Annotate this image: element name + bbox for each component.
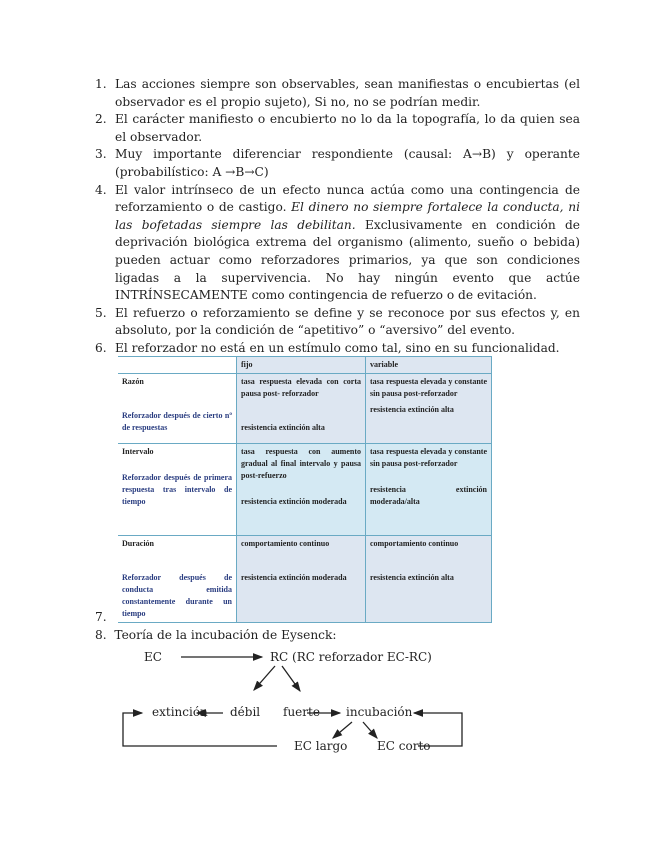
item-text: El refuerzo o reforzamiento se define y se reconoce por sus efectos y, en absoluto, por la condición de “apetitivo” o “aversivo” del evento. xyxy=(115,305,580,338)
item-number: 1. xyxy=(95,77,107,91)
header-cell-fijo: fijo xyxy=(237,357,366,374)
cell-text: resistencia extinción moderada/alta xyxy=(370,485,487,506)
item-number: 7. xyxy=(95,610,107,624)
cell-text: tasa respuesta elevada con corta pausa post- reforzador xyxy=(241,377,361,398)
row-description: Reforzador después de cierto nº de respuestas xyxy=(122,411,232,432)
item-text: Las acciones siempre son observables, sean manifiestas o encubiertas (el observador es el propio sujeto), Si no, no se podrían medir. xyxy=(115,77,580,109)
item-text: El carácter manifiesto o encubierto no lo da la topografía, lo da quien sea el observador. xyxy=(115,112,580,144)
diagram-node-incubacion: incubación xyxy=(346,705,413,719)
cell-text: tasa respuesta elevada y constante sin pausa post-reforzador xyxy=(370,377,487,398)
item-number: 6. xyxy=(95,340,107,355)
item-text: Teoría de la incubación de Eysenck: xyxy=(114,628,337,642)
item-number: 2. xyxy=(95,112,107,127)
diagram-node-ec-corto: EC corto xyxy=(377,739,431,753)
cell-text: resistencia extinción alta xyxy=(370,573,454,582)
row-name: Razón xyxy=(122,377,144,386)
arrow-rc-fuerte xyxy=(282,666,300,691)
diagram-node-ec: EC xyxy=(144,650,162,664)
arrow-incubacion-ec-largo xyxy=(333,722,352,738)
cell-text: tasa respuesta elevada y constante sin pausa post-reforzador xyxy=(370,447,487,468)
item-text: El reforzador no está en un estímulo como tal, sino en su funcionalidad. xyxy=(115,340,560,355)
row-name: Intervalo xyxy=(122,447,154,456)
diagram-node-rc: RC (RC reforzador EC-RC) xyxy=(270,650,432,664)
cell-text: resistencia extinción moderada xyxy=(241,497,347,506)
cell-text: resistencia extinción alta xyxy=(370,405,454,414)
item-number: 8. xyxy=(95,628,107,642)
diagram-node-ec-largo: EC largo xyxy=(294,739,348,753)
cell-text: comportamiento continuo xyxy=(241,539,330,548)
cell-text: resistencia extinción alta xyxy=(241,423,325,432)
cell-text: comportamiento continuo xyxy=(370,539,459,548)
item-number: 4. xyxy=(95,182,107,197)
item-italic-text: El dinero no siempre fortalece la conducta, ni las bofetadas siempre las debilitan. xyxy=(115,200,580,232)
diagram-node-extincion: extinción xyxy=(152,705,208,719)
item-number: 3. xyxy=(95,147,107,162)
item-text: Muy importante diferenciar respondiente (causal: A→B) y operante (probabilístico: A →B→C) xyxy=(115,147,580,179)
cell-text: tasa respuesta con aumento gradual al final intervalo y pausa post-refuerzo xyxy=(241,447,361,480)
cell-text: resistencia extinción moderada xyxy=(241,573,347,582)
item-number: 5. xyxy=(95,305,107,320)
diagram-node-debil: débil xyxy=(230,705,261,719)
header-cell-variable: variable xyxy=(366,357,492,374)
arrow-incubacion-ec-corto xyxy=(363,722,377,738)
item-text: Exclusivamente en condición de deprivación biológica extrema del organismo (alimento, sueño o bebida) pueden actuar como reforzadores primarios, ya que son condiciones ligadas a la supervivencia. No hay ningún evento que actúe INTRÍNSECAMENTE como contingencia de refuerzo o de evitación. xyxy=(115,217,580,303)
arrow-rc-debil xyxy=(254,666,275,690)
item-text: El valor intrínseco de un efecto nunca actúa como una contingencia de reforzamiento o de castigo. xyxy=(115,182,580,215)
diagram-node-fuerte: fuerte xyxy=(283,705,320,719)
row-description: Reforzador después de primera respuesta tras intervalo de tiempo xyxy=(122,473,232,506)
row-name: Duración xyxy=(122,539,154,548)
row-description: Reforzador después de conducta emitida constantemente durante un tiempo xyxy=(122,573,232,618)
